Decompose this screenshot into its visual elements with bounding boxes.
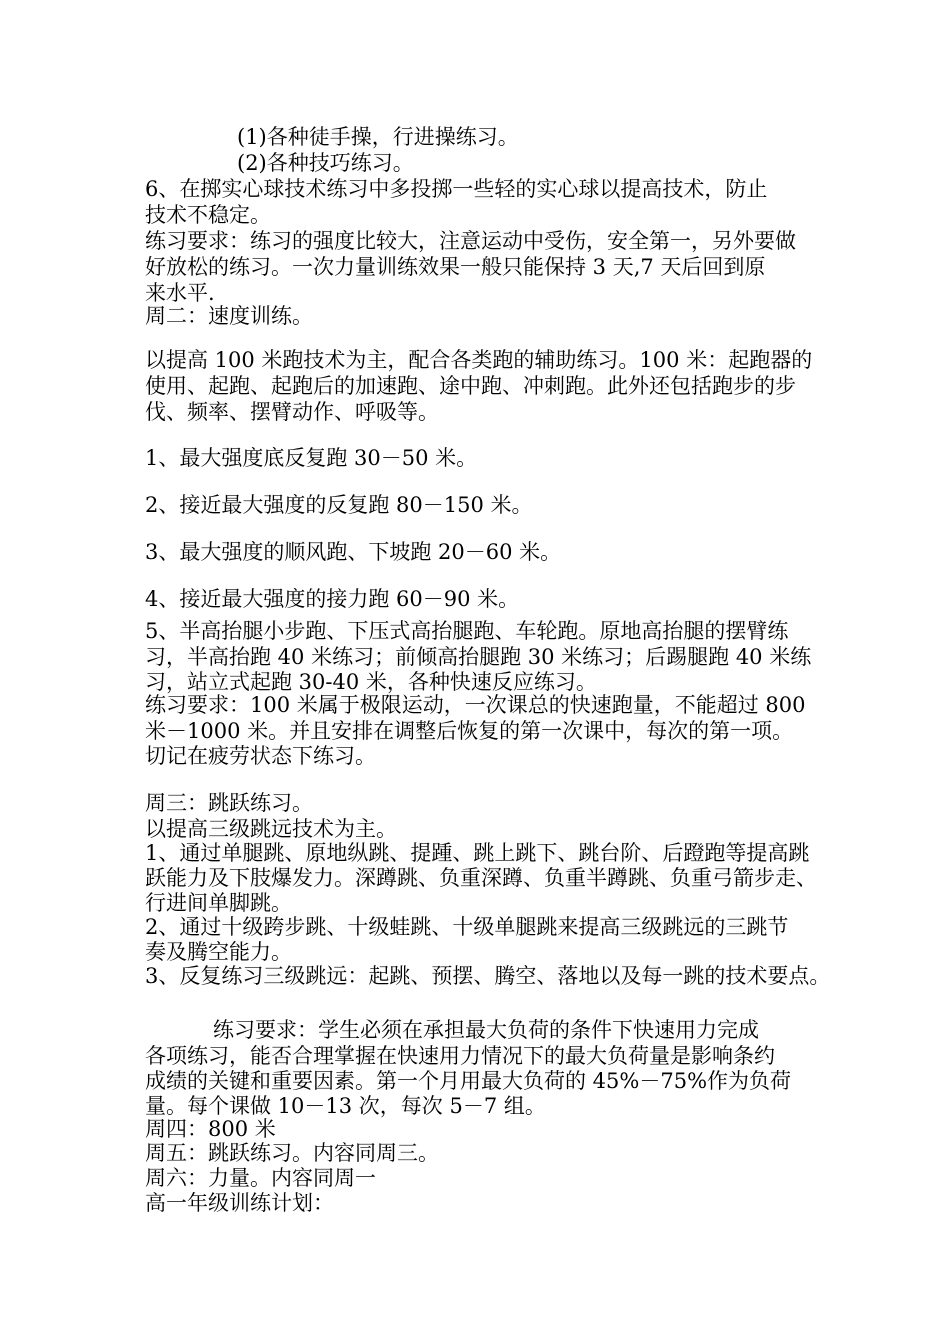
list-item: 2、通过十级跨步跳、十级蛙跳、十级单腿跳来提高三级跳远的三跳节 (145, 915, 789, 939)
section-heading: 周三：跳跃练习。 (145, 791, 313, 815)
list-item: 5、半高抬腿小步跑、下压式高抬腿跑、车轮跑。原地高抬腿的摆臂练 (145, 619, 789, 643)
section-heading: 周四：800 米 (145, 1117, 276, 1141)
section-heading: 周五：跳跃练习。内容同周三。 (145, 1141, 439, 1165)
text-line: (1)各种徒手操，行进操练习。 (237, 125, 519, 149)
text-line: 来水平. (145, 281, 215, 305)
text-line: 使用、起跑、起跑后的加速跑、途中跑、冲刺跑。此外还包括跑步的步 (145, 374, 796, 398)
text-line: 习，半高抬跑 40 米练习；前倾高抬腿跑 30 米练习；后踢腿跑 40 米练 (145, 645, 812, 669)
text-line: 练习要求：100 米属于极限运动，一次课总的快速跑量，不能超过 800 (145, 693, 806, 717)
section-heading: 高一年级训练计划： (145, 1191, 334, 1215)
text-line: 米－1000 米。并且安排在调整后恢复的第一次课中，每次的第一项。 (145, 719, 794, 743)
text-line: 成绩的关键和重要因素。第一个月用最大负荷的 45%－75%作为负荷 (145, 1069, 792, 1093)
text-line: 伐、频率、摆臂动作、呼吸等。 (145, 400, 439, 424)
text-line: (2)各种技巧练习。 (237, 151, 414, 175)
text-line: 量。每个课做 10－13 次，每次 5－7 组。 (145, 1094, 546, 1118)
text-line: 练习要求：学生必须在承担最大负荷的条件下快速用力完成 (213, 1018, 759, 1042)
section-heading: 周二：速度训练。 (145, 304, 313, 328)
text-line: 习，站立式起跑 30-40 米，各种快速反应练习。 (145, 670, 597, 694)
list-item: 1、通过单腿跳、原地纵跳、提踵、跳上跳下、跳台阶、后蹬跑等提高跳 (145, 841, 810, 865)
list-item: 3、最大强度的顺风跑、下坡跑 20－60 米。 (145, 540, 562, 564)
list-item: 4、接近最大强度的接力跑 60－90 米。 (145, 587, 520, 611)
text-line: 切记在疲劳状态下练习。 (145, 744, 376, 768)
text-line: 技术不稳定。 (145, 203, 271, 227)
text-line: 练习要求：练习的强度比较大，注意运动中受伤，安全第一，另外要做 (145, 229, 796, 253)
text-line: 6、在掷实心球技术练习中多投掷一些轻的实心球以提高技术，防止 (145, 177, 768, 201)
text-line: 好放松的练习。一次力量训练效果一般只能保持 3 天,7 天后回到原 (145, 255, 766, 279)
text-line: 以提高 100 米跑技术为主，配合各类跑的辅助练习。100 米：起跑器的 (145, 348, 813, 372)
list-item: 3、反复练习三级跳远：起跳、预摆、腾空、落地以及每一跳的技术要点。 (145, 964, 831, 988)
text-line: 行进间单脚跳。 (145, 891, 292, 915)
text-line: 跃能力及下肢爆发力。深蹲跳、负重深蹲、负重半蹲跳、负重弓箭步走、 (145, 866, 817, 890)
list-item: 1、最大强度底反复跑 30－50 米。 (145, 446, 478, 470)
text-line: 奏及腾空能力。 (145, 940, 292, 964)
list-item: 2、接近最大强度的反复跑 80－150 米。 (145, 493, 533, 517)
text-line: 各项练习，能否合理掌握在快速用力情况下的最大负荷量是影响条约 (145, 1044, 775, 1068)
text-line: 以提高三级跳远技术为主。 (145, 817, 397, 841)
section-heading: 周六：力量。内容同周一 (145, 1166, 376, 1190)
